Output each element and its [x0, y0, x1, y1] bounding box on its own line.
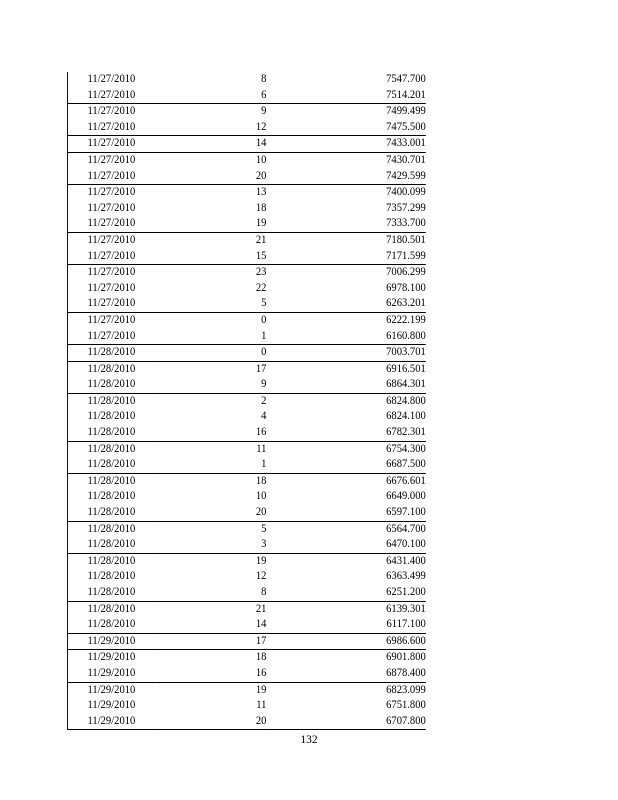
table-row — [67, 377, 425, 393]
value-cell: 7171.599 — [386, 249, 426, 262]
table-row — [67, 312, 425, 328]
date-cell: 11/27/2010 — [87, 73, 136, 85]
date-cell: 11/28/2010 — [87, 618, 136, 631]
hour-cell: 23 — [155, 265, 266, 281]
table-row — [67, 104, 425, 120]
value-cell: 7180.501 — [266, 232, 425, 248]
value-cell: 7514.201 — [386, 88, 426, 101]
value-cell: 7475.500 — [386, 120, 426, 133]
value-cell: 7357.299 — [386, 201, 426, 214]
hour-cell: 20 — [155, 714, 266, 730]
date-cell: 11/28/2010 — [87, 538, 136, 551]
date-cell: 11/28/2010 — [67, 521, 154, 537]
hour-cell: 5 — [261, 297, 267, 310]
date-cell: 11/28/2010 — [87, 410, 136, 423]
hour-cell: 1 — [261, 458, 267, 471]
table-row — [67, 361, 425, 377]
hour-cell: 15 — [255, 249, 267, 262]
date-cell: 11/27/2010 — [87, 201, 136, 214]
date-cell: 11/27/2010 — [67, 104, 154, 120]
table-row — [67, 666, 425, 682]
hour-cell: 19 — [255, 217, 267, 230]
date-cell: 11/28/2010 — [67, 473, 154, 489]
date-cell: 11/27/2010 — [87, 169, 136, 182]
value-cell: 7547.700 — [386, 73, 426, 85]
value-cell: 6564.700 — [266, 521, 425, 537]
value-cell: 7429.599 — [386, 169, 426, 182]
hour-cell: 9 — [261, 378, 267, 391]
value-cell: 6878.400 — [386, 666, 426, 679]
hour-cell: 18 — [255, 201, 267, 214]
value-cell: 6160.800 — [386, 329, 426, 342]
hour-cell: 1 — [261, 329, 267, 342]
value-cell: 7499.499 — [266, 104, 425, 120]
table-row — [67, 120, 425, 136]
date-cell: 11/27/2010 — [67, 185, 154, 201]
table-row — [67, 633, 425, 650]
date-cell: 11/27/2010 — [87, 281, 136, 294]
hour-cell: 16 — [255, 666, 267, 679]
value-cell: 7006.299 — [266, 265, 425, 281]
value-cell: 6687.500 — [386, 458, 426, 471]
value-cell: 6986.600 — [266, 633, 425, 650]
table-row — [67, 136, 425, 153]
date-cell: 11/28/2010 — [87, 570, 136, 583]
table-row — [67, 569, 425, 585]
table-row — [67, 329, 425, 345]
hour-cell: 17 — [155, 361, 266, 377]
table-row — [67, 601, 425, 617]
value-cell: 7003.701 — [266, 345, 425, 362]
hour-cell: 20 — [255, 169, 267, 182]
date-cell: 11/28/2010 — [67, 441, 154, 457]
table-row — [67, 441, 425, 457]
date-cell: 11/27/2010 — [67, 136, 154, 153]
hour-cell: 8 — [261, 73, 267, 85]
table-row — [67, 265, 425, 281]
table-row — [67, 714, 425, 730]
date-cell: 11/29/2010 — [67, 633, 154, 650]
table-row — [67, 585, 425, 601]
value-cell: 7430.701 — [266, 152, 425, 168]
hour-cell: 21 — [155, 232, 266, 248]
table-row — [67, 425, 425, 441]
page-number: 132 — [300, 734, 318, 746]
table-row — [67, 249, 425, 265]
value-cell: 6649.000 — [386, 490, 426, 503]
value-cell: 6823.099 — [266, 682, 425, 698]
value-cell: 6222.199 — [266, 312, 425, 328]
date-cell: 11/27/2010 — [67, 265, 154, 281]
table-row — [67, 232, 425, 248]
date-cell: 11/27/2010 — [67, 232, 154, 248]
table-row — [67, 698, 425, 714]
table-row — [67, 617, 425, 633]
date-cell: 11/27/2010 — [67, 152, 154, 168]
hour-cell: 11 — [155, 441, 266, 457]
hour-cell: 10 — [155, 152, 266, 168]
date-cell: 11/28/2010 — [87, 378, 136, 391]
date-cell: 11/27/2010 — [87, 217, 136, 230]
date-cell: 11/28/2010 — [87, 458, 136, 471]
date-cell: 11/28/2010 — [87, 506, 136, 519]
date-cell: 11/29/2010 — [67, 714, 154, 730]
hour-cell: 19 — [155, 682, 266, 698]
table-row — [67, 152, 425, 168]
value-cell: 6916.501 — [266, 361, 425, 377]
hour-cell: 2 — [155, 393, 266, 409]
date-cell: 11/28/2010 — [87, 586, 136, 598]
value-cell: 7400.099 — [266, 185, 425, 201]
hour-cell: 11 — [256, 699, 267, 712]
value-cell: 6782.301 — [386, 426, 426, 439]
table-row — [67, 521, 425, 537]
value-cell: 6431.400 — [266, 553, 425, 569]
hour-cell: 4 — [261, 410, 267, 423]
date-cell: 11/29/2010 — [87, 699, 136, 712]
hour-cell: 19 — [155, 553, 266, 569]
hour-cell: 10 — [255, 490, 267, 503]
hour-cell: 6 — [261, 88, 267, 101]
table-row — [67, 393, 425, 409]
hour-cell: 9 — [155, 104, 266, 120]
value-cell: 6139.301 — [266, 601, 425, 617]
value-cell: 7333.700 — [386, 217, 426, 230]
value-cell: 6754.300 — [266, 441, 425, 457]
date-cell: 11/27/2010 — [87, 329, 136, 342]
hour-cell: 14 — [155, 136, 266, 153]
value-cell: 6864.301 — [386, 378, 426, 391]
value-cell: 6978.100 — [386, 281, 426, 294]
date-cell: 11/29/2010 — [87, 666, 136, 679]
date-cell: 11/27/2010 — [87, 297, 136, 310]
table-row — [67, 489, 425, 505]
table-row — [67, 409, 425, 425]
table-row — [67, 88, 425, 104]
table-row — [67, 185, 425, 201]
date-cell: 11/28/2010 — [67, 553, 154, 569]
date-cell: 11/27/2010 — [87, 249, 136, 262]
value-cell: 6251.200 — [386, 586, 426, 598]
table-row — [67, 216, 425, 232]
table-row — [67, 537, 425, 553]
table-row — [67, 345, 425, 362]
data-table-body — [67, 72, 425, 730]
hour-cell: 20 — [255, 506, 267, 519]
table-row — [67, 553, 425, 569]
date-cell: 11/27/2010 — [87, 88, 136, 101]
value-cell: 6751.800 — [386, 699, 426, 712]
value-cell: 6470.100 — [386, 538, 426, 551]
table-row — [67, 505, 425, 521]
table-row — [67, 457, 425, 473]
table-row — [67, 72, 425, 88]
table-row — [67, 281, 425, 297]
value-cell: 6707.800 — [266, 714, 425, 730]
hour-cell: 18 — [155, 473, 266, 489]
value-cell: 6676.601 — [266, 473, 425, 489]
table-row — [67, 296, 425, 312]
hour-cell: 21 — [155, 601, 266, 617]
hour-cell: 8 — [261, 586, 267, 598]
hour-cell: 14 — [255, 618, 267, 631]
hour-cell: 12 — [255, 120, 267, 133]
hour-cell: 12 — [255, 570, 267, 583]
date-cell: 11/28/2010 — [67, 361, 154, 377]
hour-cell: 13 — [155, 185, 266, 201]
value-cell: 6824.800 — [266, 393, 425, 409]
hour-cell: 22 — [255, 281, 267, 294]
value-cell: 6597.100 — [386, 506, 426, 519]
date-cell: 11/28/2010 — [87, 490, 136, 503]
hour-cell: 17 — [155, 633, 266, 650]
value-cell: 6363.499 — [386, 570, 426, 583]
date-cell: 11/27/2010 — [87, 120, 136, 133]
value-cell: 6824.100 — [386, 410, 426, 423]
date-cell: 11/28/2010 — [67, 601, 154, 617]
hour-cell: 5 — [155, 521, 266, 537]
hour-cell: 18 — [155, 650, 266, 666]
table-row — [67, 473, 425, 489]
table-row — [67, 201, 425, 217]
hour-cell: 16 — [255, 426, 267, 439]
value-cell: 6263.201 — [386, 297, 426, 310]
hour-cell: 0 — [155, 345, 266, 362]
table-row — [67, 682, 425, 698]
date-cell: 11/29/2010 — [67, 682, 154, 698]
date-cell: 11/28/2010 — [67, 345, 154, 362]
date-cell: 11/28/2010 — [87, 426, 136, 439]
date-cell: 11/29/2010 — [67, 650, 154, 666]
hour-cell: 0 — [155, 312, 266, 328]
data-table — [67, 72, 426, 730]
table-row — [67, 650, 425, 666]
date-cell: 11/28/2010 — [67, 393, 154, 409]
hour-cell: 3 — [261, 538, 267, 551]
date-cell: 11/27/2010 — [67, 312, 154, 328]
value-cell: 7433.001 — [266, 136, 425, 153]
table-row — [67, 169, 425, 185]
value-cell: 6901.800 — [266, 650, 425, 666]
value-cell: 6117.100 — [386, 618, 426, 631]
